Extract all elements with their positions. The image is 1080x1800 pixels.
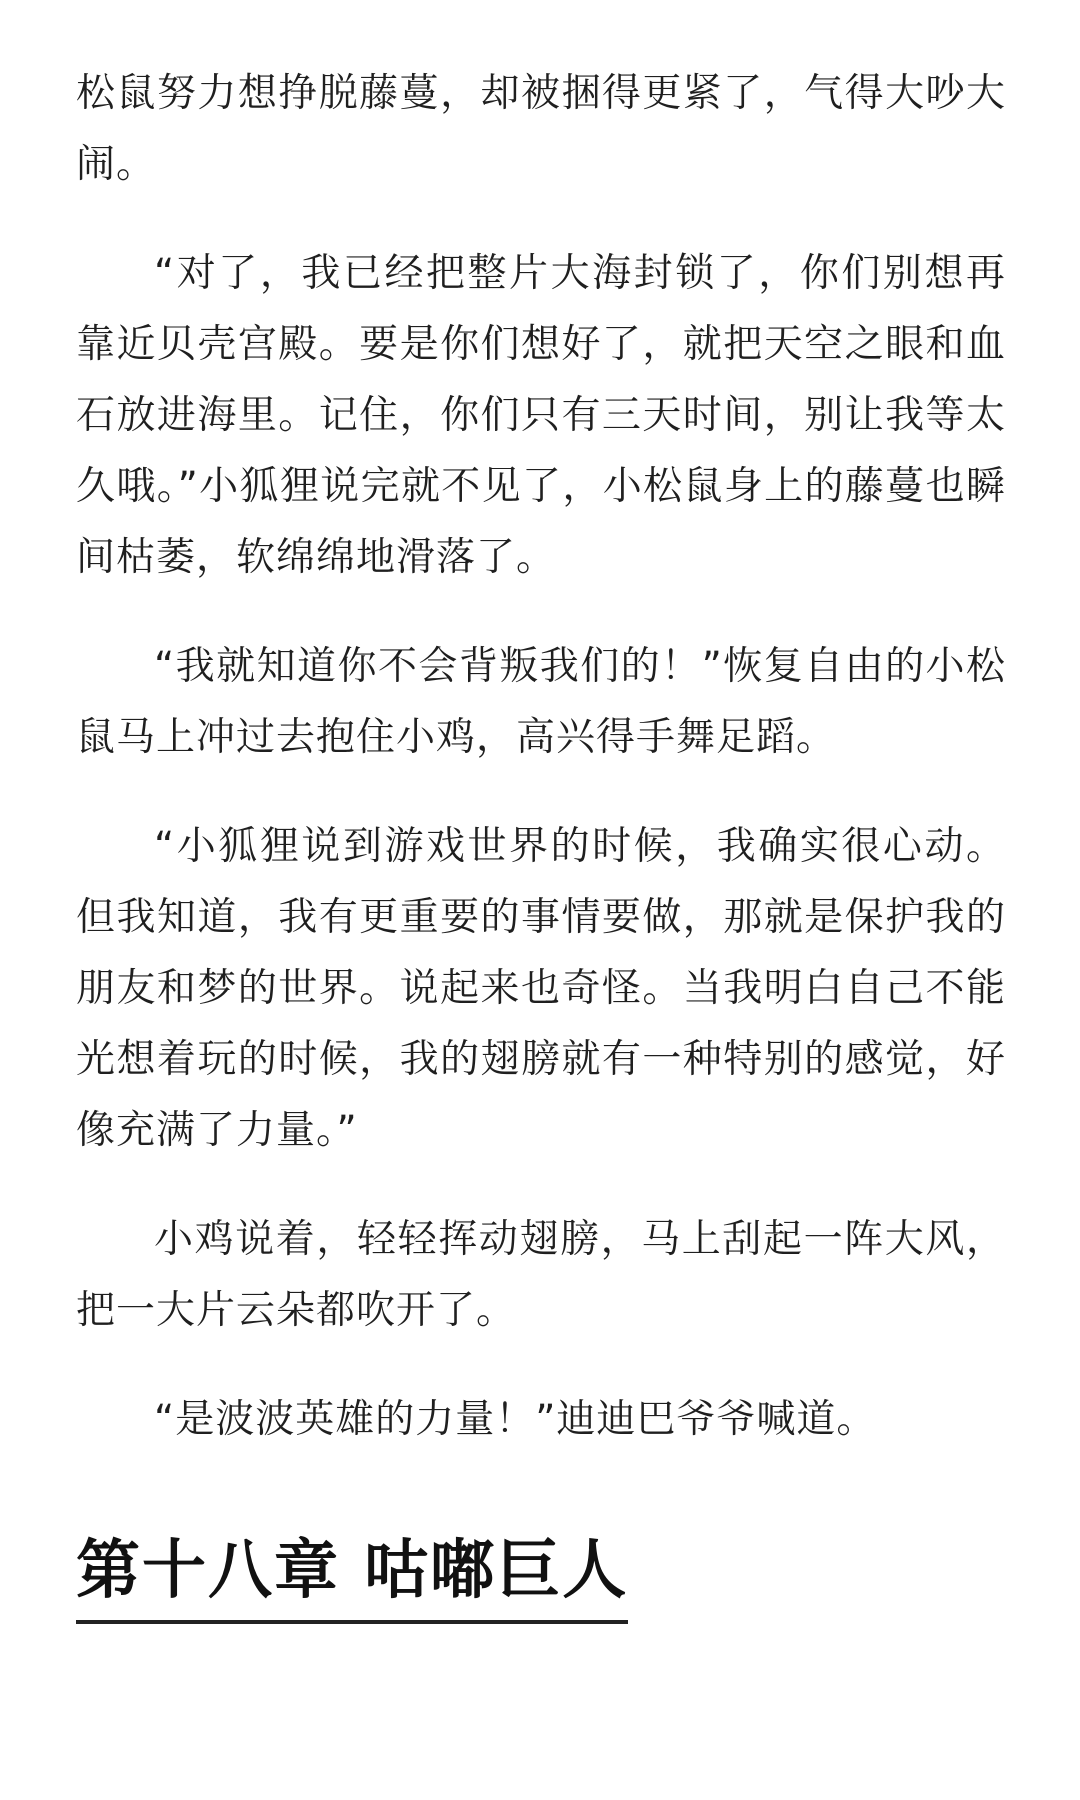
- paragraph-1: 松鼠努力想挣脱藤蔓，却被捆得更紧了，气得大吵大闹。: [76, 71, 1006, 187]
- paragraph-4: “小狐狸说到游戏世界的时候，我确实很心动。但我知道，我有更重要的事情要做，那就是保护我的朋友和梦的世界。说起来也奇怪。当我明白自己不能光想着玩的时候，我的翅膀就有一种特别的感觉，好像充满了力量。”: [76, 824, 1006, 1153]
- paragraph-2: “对了，我已经把整片大海封锁了，你们别想再靠近贝壳宫殿。要是你们想好了，就把天空之眼和血石放进海里。记住，你们只有三天时间，别让我等太久哦。”小狐狸说完就不见了，小松鼠身上的藤蔓也瞬间枯萎，软绵绵地滑落了。: [76, 251, 1006, 580]
- article-body: [76, 58, 1006, 1455]
- paragraph-5: 小鸡说着，轻轻挥动翅膀，马上刮起一阵大风，把一大片云朵都吹开了。: [76, 1217, 1006, 1333]
- paragraph-6: “是波波英雄的力量！”迪迪巴爷爷喊道。: [154, 1397, 877, 1442]
- paragraph-3: “我就知道你不会背叛我们的！”恢复自由的小松鼠马上冲过去抱住小鸡，高兴得手舞足蹈。: [76, 644, 1006, 760]
- chapter-heading: 第十八章 咕嘟巨人: [76, 1528, 628, 1624]
